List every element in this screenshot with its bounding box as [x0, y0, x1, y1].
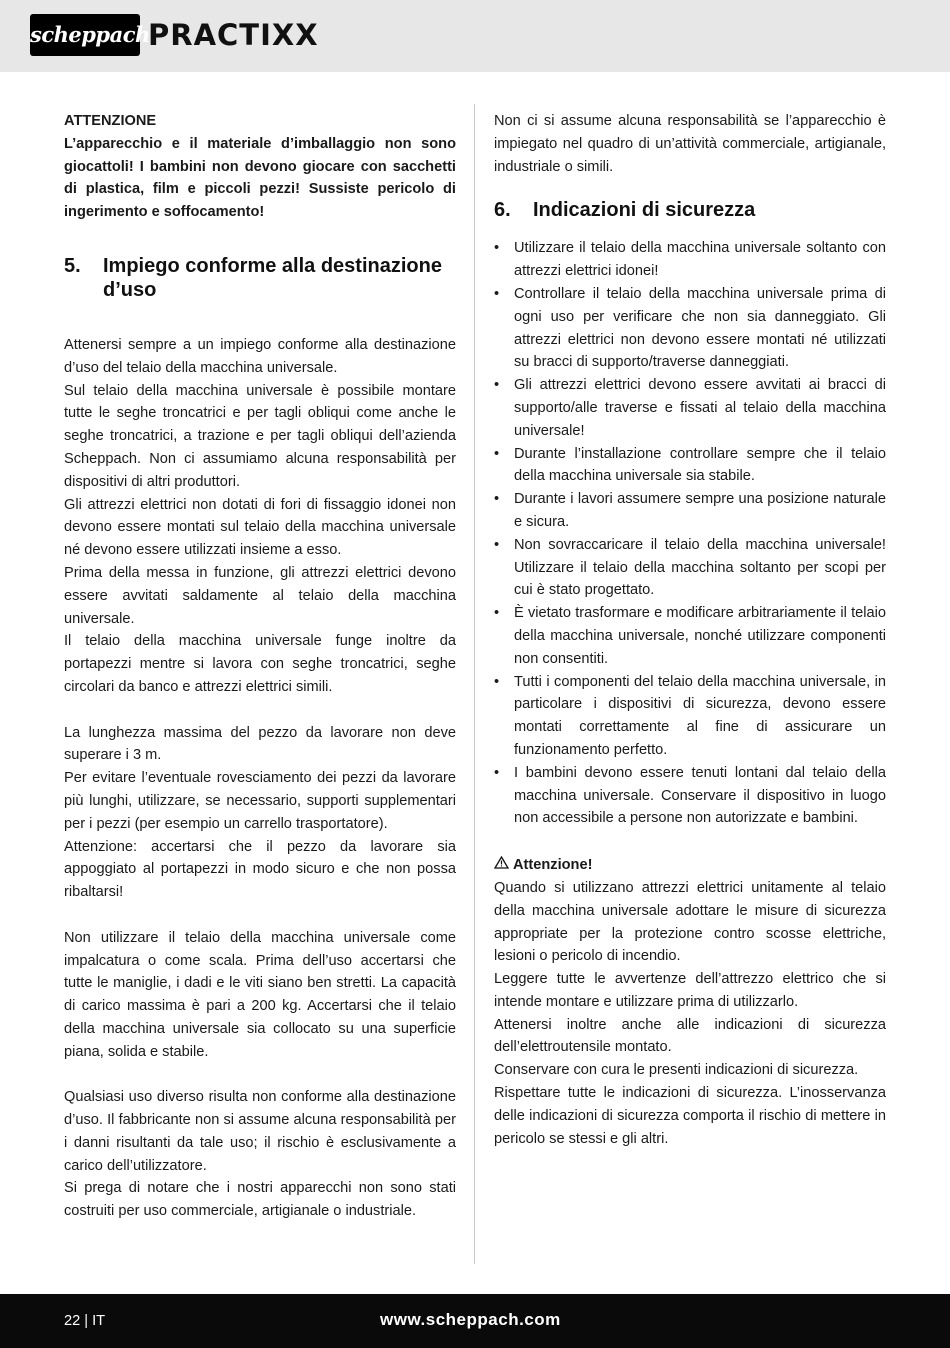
- attention-paragraph: Leggere tutte le avvertenze dell’attrezzo elettrico che si intende montare e utilizzare prima di utilizzarlo.: [494, 971, 886, 1010]
- bullet-icon: •: [494, 377, 500, 394]
- practixx-logo: PRACTIXX: [148, 18, 319, 52]
- intro-paragraph: Non ci si assume alcuna responsabilità se l’apparecchio è impiegato nel quadro di un’attività commerciale, artigianale, industriale o simili.: [494, 113, 886, 175]
- paragraph: Prima della messa in funzione, gli attrezzi elettrici devono essere avvitati saldamente al telaio della macchina universale.: [64, 564, 456, 627]
- bullet-icon: •: [494, 285, 500, 302]
- paragraph: Attenersi sempre a un impiego conforme alla destinazione d’uso del telaio della macchina universale.: [64, 336, 456, 376]
- list-item: • È vietato trasformare e modificare arbitrariamente il telaio della macchina universale, nonché utilizzare componenti non consentiti.: [494, 602, 886, 670]
- warning-title: ATTENZIONE: [64, 113, 157, 129]
- section-6-title: Indicazioni di sicurezza: [533, 199, 756, 222]
- section-5-number: 5.: [64, 254, 81, 277]
- attention-title: Attenzione!: [513, 857, 593, 874]
- paragraph: Attenzione: accertarsi che il pezzo da lavorare sia appoggiato al portapezzi in modo sicuro e che non possa ribaltarsi!: [64, 838, 456, 901]
- list-item: • Tutti i componenti del telaio della macchina universale, in particolare i dispositivi di sicurezza, devono essere montati correttamente al fine di assicurare un funzionamento perfetto.: [494, 671, 886, 762]
- page-footer: [0, 1294, 950, 1348]
- attention-paragraph: Conservare con cura le presenti indicazioni di sicurezza.: [494, 1062, 859, 1079]
- paragraph: Per evitare l’eventuale rovesciamento dei pezzi da lavorare più lunghi, utilizzare, se necessario, supporti supplementari per i pezzi (per esempio un carrello trasportatore).: [64, 770, 456, 832]
- website-link[interactable]: www.scheppach.com: [380, 1310, 561, 1329]
- section-5-heading: [64, 254, 456, 302]
- paragraph: Non utilizzare il telaio della macchina universale come impalcatura o come scala. Prima dell’uso accertarsi che tutte le maniglie, i dadi e le viti siano ben stretti. La capacità di carico massima è pari a 200 kg. Accertarsi che il telaio della macchina universale sia collocato su una superficie piana, solida e stabile.: [64, 929, 456, 1060]
- list-item: • Controllare il telaio della macchina universale prima di ogni uso per verificare che non sia danneggiato. Gli attrezzi elettrici non devono essere montati né utilizzati su bracci di supporto/traverse danneggiati.: [494, 283, 886, 374]
- list-item: • Gli attrezzi elettrici devono essere avvitati ai bracci di supporto/alle traverse e fissati al telaio della macchina universale!: [494, 374, 886, 442]
- bullet-icon: •: [494, 673, 500, 690]
- bullet-icon: •: [494, 240, 500, 257]
- list-item: • I bambini devono essere tenuti lontani dal telaio della macchina universale. Conservare il dispositivo in luogo non accessibile a persone non autorizzate e bambini.: [494, 762, 886, 830]
- warning-text: L’apparecchio e il materiale d’imballaggio non sono giocattoli! I bambini non devono giocare con sacchetti di plastica, film e piccoli pezzi! Sussiste pericolo di ingerimento e soffocamento!: [64, 135, 456, 221]
- scheppach-logo: scheppach: [30, 14, 140, 56]
- page-number: 22 | IT: [64, 1313, 106, 1329]
- bullet-icon: •: [494, 536, 500, 553]
- left-column: [64, 110, 456, 1223]
- attention-heading: [494, 854, 886, 877]
- attention-paragraph: Attenersi inoltre anche alle indicazioni di sicurezza dell’elettroutensile montato.: [494, 1016, 886, 1056]
- safety-list: [494, 237, 886, 830]
- section-6-heading: [494, 198, 886, 222]
- right-column: [494, 110, 886, 1150]
- paragraph: Qualsiasi uso diverso risulta non conforme alla destinazione d’uso. Il fabbricante non si assume alcuna responsabilità per i danni risultanti da tale uso; il rischio è esclusivamente a carico dell’utilizzatore.: [64, 1089, 456, 1174]
- warning-triangle-icon: [494, 854, 509, 877]
- list-item: • Durante i lavori assumere sempre una posizione naturale e sicura.: [494, 488, 886, 534]
- section-5-title: Impiego conforme alla destinazione d’uso: [103, 254, 442, 301]
- paragraph: La lunghezza massima del pezzo da lavorare non deve superare i 3 m.: [64, 724, 456, 764]
- attention-paragraph: Quando si utilizzano attrezzi elettrici unitamente al telaio della macchina universale adottare le misure di sicurezza appropriate per la protezione contro scosse elettriche, lesioni o pericolo di incendio.: [494, 879, 886, 965]
- paragraph: Si prega di notare che i nostri apparecchi non sono stati costruiti per uso commerciale, artigianale o industriale.: [64, 1180, 456, 1220]
- bullet-icon: •: [494, 491, 500, 508]
- paragraph: Il telaio della macchina universale funge inoltre da portapezzi mentre si lavora con seghe troncatrici, seghe circolari da banco e attrezzi elettrici simili.: [64, 633, 456, 695]
- bullet-icon: •: [494, 764, 500, 781]
- paragraph: Sul telaio della macchina universale è possibile montare tutte le seghe troncatrici e per tagli obliqui come anche le seghe troncatrici, a trazione e per tagli obliqui dell’azienda Scheppach. Non ci assumiamo alcuna responsabilità per dispositivi di altri produttori.: [64, 382, 456, 490]
- page-header: [0, 0, 950, 72]
- list-item: • Durante l’installazione controllare sempre che il telaio della macchina universale sia stabile.: [494, 443, 886, 489]
- section-6-number: 6.: [494, 199, 511, 222]
- bullet-icon: •: [494, 605, 500, 622]
- column-divider: [474, 104, 475, 1264]
- attention-paragraph: Rispettare tutte le indicazioni di sicurezza. L’inosservanza delle indicazioni di sicurezza comporta il rischio di mettere in pericolo se stessi e gli altri.: [494, 1085, 886, 1147]
- list-item: • Utilizzare il telaio della macchina universale soltanto con attrezzi elettrici idonei!: [494, 237, 886, 283]
- bullet-icon: •: [494, 445, 500, 462]
- paragraph: Gli attrezzi elettrici non dotati di fori di fissaggio idonei non devono essere montati sul telaio della macchina universale né devono essere utilizzati insieme a esso.: [64, 496, 456, 559]
- list-item: • Non sovraccaricare il telaio della macchina universale! Utilizzare il telaio della macchina soltanto per scopi per cui è stato progettato.: [494, 534, 886, 602]
